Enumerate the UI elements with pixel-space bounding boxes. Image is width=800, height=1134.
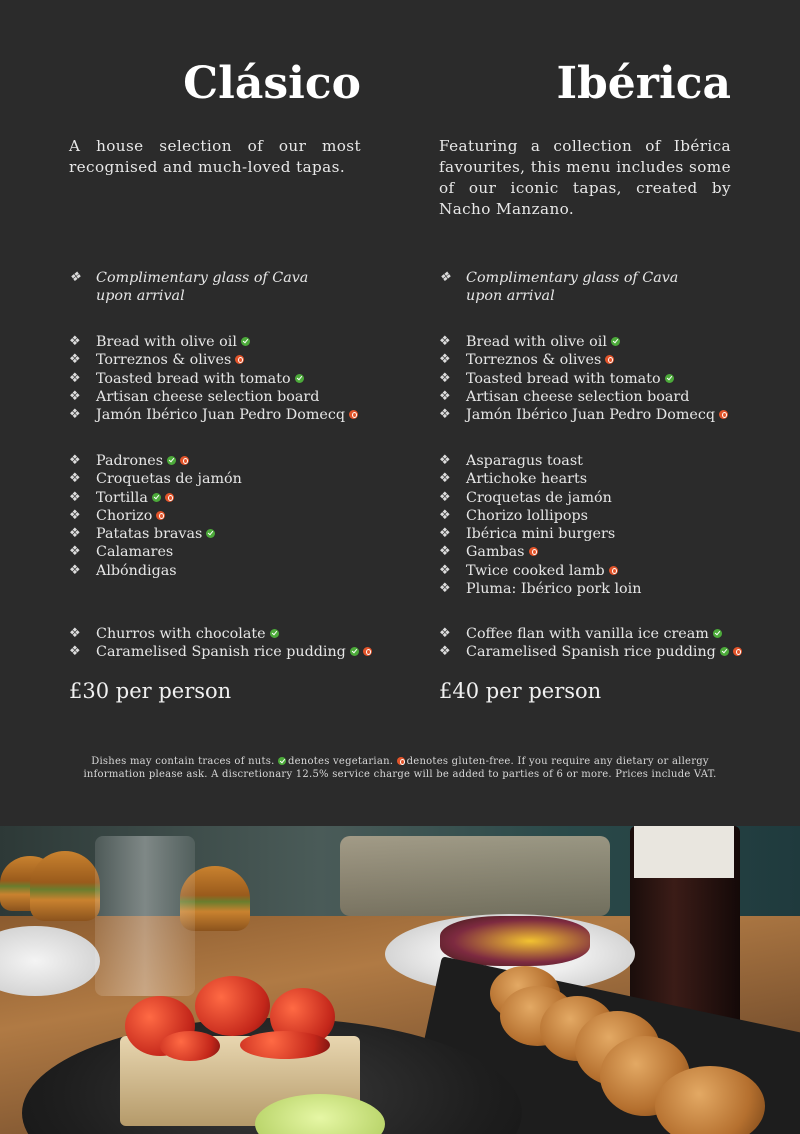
list-item <box>69 333 399 351</box>
bullet-icon: ❖ <box>439 562 451 578</box>
item-label: Torreznos & olives <box>96 352 232 369</box>
list-item <box>439 643 769 661</box>
bullet-icon: ❖ <box>439 352 451 368</box>
list-item <box>439 388 769 406</box>
list-item <box>69 507 399 525</box>
list-item <box>439 406 769 424</box>
bullet-icon: ❖ <box>439 471 451 487</box>
bullet-icon: ❖ <box>69 270 81 285</box>
gluten-free-icon <box>235 355 244 364</box>
list-item <box>69 625 399 643</box>
list-item <box>69 643 399 661</box>
item-label: Bread with olive oil <box>466 334 607 350</box>
item-label: Coffee flan with vanilla ice cream <box>466 626 709 642</box>
item-label: Jamón Ibérico Juan Pedro Domecq <box>96 407 346 424</box>
bullet-icon: ❖ <box>439 626 451 641</box>
vegetarian-icon <box>167 456 176 465</box>
item-label: Complimentary glass of Cava upon arrival <box>466 270 679 305</box>
item-label: Toasted bread with tomato <box>466 370 661 387</box>
item-label: Pluma: Ibérico pork loin <box>466 581 642 598</box>
item-label: Asparagus toast <box>466 453 583 469</box>
bullet-icon: ❖ <box>69 526 81 542</box>
item-group-1 <box>439 333 769 424</box>
bullet-icon: ❖ <box>439 334 451 349</box>
gluten-free-icon <box>605 355 614 364</box>
item-label: Calamares <box>96 544 174 561</box>
item-label: Twice cooked lamb <box>466 562 605 579</box>
list-item <box>69 370 399 388</box>
list-item <box>69 470 399 488</box>
bullet-icon: ❖ <box>69 562 81 578</box>
list-item <box>69 543 399 561</box>
bullet-icon: ❖ <box>439 507 451 523</box>
vegetarian-icon <box>720 647 729 656</box>
bullet-icon: ❖ <box>439 407 451 423</box>
bullet-icon: ❖ <box>69 544 81 560</box>
item-label: Caramelised Spanish rice pudding <box>466 644 716 661</box>
item-label: Croquetas de jamón <box>466 489 612 506</box>
item-label: Artisan cheese selection board <box>466 388 690 405</box>
item-label: Ibérica mini burgers <box>466 526 616 543</box>
menu-title: Ibérica <box>556 58 731 109</box>
item-label: Caramelised Spanish rice pudding <box>96 644 346 661</box>
bullet-icon: ❖ <box>439 526 451 542</box>
item-label: Jamón Ibérico Juan Pedro Domecq <box>466 407 716 424</box>
bullet-icon: ❖ <box>69 407 81 423</box>
list-item <box>439 543 769 561</box>
item-group-2 <box>69 452 399 580</box>
bullet-icon: ❖ <box>439 644 451 660</box>
vegetarian-icon <box>270 629 279 638</box>
bullet-icon: ❖ <box>439 489 451 505</box>
gluten-free-icon <box>165 493 174 502</box>
gluten-free-icon <box>180 456 189 465</box>
bullet-icon: ❖ <box>439 544 451 560</box>
list-item <box>439 489 769 507</box>
menu-price: £40 per person <box>439 679 602 703</box>
gluten-free-icon <box>363 647 372 656</box>
item-label: Padrones <box>96 453 164 469</box>
disclaimer-text-1: Dishes may contain traces of nuts. <box>91 756 275 767</box>
item-label: Albóndigas <box>96 562 177 579</box>
list-item <box>439 470 769 488</box>
list-item <box>69 269 336 306</box>
item-label: Artisan cheese selection board <box>96 388 320 405</box>
gluten-free-icon <box>733 647 742 656</box>
gluten-free-icon <box>397 757 405 765</box>
item-group-1 <box>69 333 399 424</box>
item-label: Torreznos & olives <box>466 352 602 369</box>
cava-list <box>69 269 399 306</box>
vegetarian-icon <box>665 374 674 383</box>
item-label: Chorizo <box>96 507 153 524</box>
item-label: Patatas bravas <box>96 526 203 543</box>
item-label: Gambas <box>466 544 525 561</box>
vegetarian-icon <box>152 493 161 502</box>
list-item <box>439 625 769 643</box>
list-item <box>69 489 399 507</box>
bullet-icon: ❖ <box>69 370 81 386</box>
list-item <box>439 452 769 470</box>
list-item <box>439 507 769 525</box>
bullet-icon: ❖ <box>69 626 81 641</box>
menu-intro: A house selection of our most recognised and much-loved tapas. <box>69 137 361 176</box>
disclaimer <box>69 755 731 781</box>
list-item <box>439 525 769 543</box>
gluten-free-icon <box>719 410 728 419</box>
vegetarian-icon <box>611 337 620 346</box>
menu-intro: Featuring a collection of Ibérica favourites, this menu includes some of our iconic tapas, created by Nacho Manzano. <box>439 137 731 218</box>
item-group-3 <box>439 625 769 662</box>
bullet-icon: ❖ <box>439 370 451 386</box>
list-item <box>439 333 769 351</box>
bullet-icon: ❖ <box>69 507 81 523</box>
bullet-icon: ❖ <box>439 453 451 468</box>
vegetarian-icon <box>713 629 722 638</box>
list-item <box>439 370 769 388</box>
bullet-icon: ❖ <box>69 644 81 660</box>
food-photo <box>0 826 800 1134</box>
gluten-free-icon <box>609 566 618 575</box>
item-group-2 <box>439 452 769 598</box>
list-item <box>69 406 399 424</box>
vegetarian-icon <box>206 529 215 538</box>
item-label: Artichoke hearts <box>466 471 588 488</box>
bullet-icon: ❖ <box>69 453 81 468</box>
gluten-free-icon <box>529 547 538 556</box>
list-item <box>439 562 769 580</box>
disclaimer-text-3: denotes gluten-free. If you require any dietary or allergy information please ask. A discretionary 12.5% service charge will be added to parties of 6 or more. Prices include VAT. <box>83 756 717 780</box>
item-label: Croquetas de jamón <box>96 471 242 488</box>
item-group-3 <box>69 625 399 662</box>
list-item <box>439 580 769 598</box>
menu-price: £30 per person <box>69 679 232 703</box>
list-item <box>69 562 399 580</box>
menu-title: Clásico <box>183 58 361 109</box>
bullet-icon: ❖ <box>69 352 81 368</box>
bullet-icon: ❖ <box>439 270 451 285</box>
item-label: Complimentary glass of Cava upon arrival <box>96 270 309 305</box>
cava-list <box>439 269 769 306</box>
list-item <box>69 351 399 369</box>
list-item <box>439 351 769 369</box>
vegetarian-icon <box>241 337 250 346</box>
item-label: Bread with olive oil <box>96 334 237 350</box>
item-label: Tortilla <box>96 489 148 506</box>
item-label: Toasted bread with tomato <box>96 370 291 387</box>
vegetarian-icon <box>350 647 359 656</box>
bullet-icon: ❖ <box>439 581 451 597</box>
gluten-free-icon <box>156 511 165 520</box>
disclaimer-text-2: denotes vegetarian. <box>287 756 394 767</box>
bullet-icon: ❖ <box>69 334 81 349</box>
bullet-icon: ❖ <box>69 388 81 404</box>
bullet-icon: ❖ <box>69 471 81 487</box>
vegetarian-icon <box>295 374 304 383</box>
list-item <box>69 388 399 406</box>
item-label: Chorizo lollipops <box>466 507 588 524</box>
bullet-icon: ❖ <box>69 489 81 505</box>
list-item <box>69 452 399 470</box>
gluten-free-icon <box>349 410 358 419</box>
item-label: Churros with chocolate <box>96 626 266 642</box>
vegetarian-icon <box>278 757 286 765</box>
list-item <box>69 525 399 543</box>
list-item <box>439 269 706 306</box>
bullet-icon: ❖ <box>439 388 451 404</box>
